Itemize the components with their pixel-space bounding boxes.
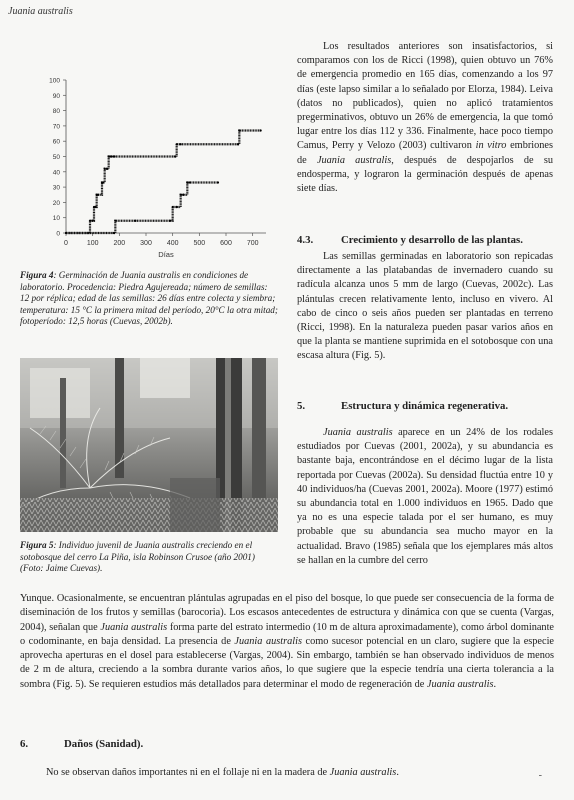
- y-tick-label: 20: [52, 199, 60, 207]
- series-1-point: [237, 143, 239, 145]
- series-2-point: [180, 194, 182, 196]
- x-tick-label: 0: [64, 240, 68, 247]
- series-1-point: [92, 220, 94, 222]
- paragraph-regeneration-text-3: como sucesor potencial en un claro, sugiere que la especie aprovecha aperturas en el dosel para establecerse (Vargas, 2004). Sin embargo, también se han observado individuos de menos de 2 m de altura, creciendo a la sombra durante varios años, lo que sugiere que la especie tendría una cierta tolerancia a la sombra (Fig. 5). Se requieren estudios más detallados para determinar el modo de regeneración de: [20, 635, 554, 690]
- figure-4-caption: [20, 270, 278, 328]
- paragraph-damage-end: .: [396, 767, 399, 778]
- paragraph-results-text-2: embriones de: [297, 140, 554, 166]
- section-4-3-heading: [297, 234, 553, 246]
- section-6-number: 6.: [20, 738, 29, 750]
- y-tick-label: 30: [52, 184, 60, 192]
- x-tick-label: 100: [86, 240, 99, 247]
- figure-5-caption-text: : Individuo juvenil de Juania australis creciendo en el sotobosque del cerro La Piña, isla Robinson Crusoe (año 2001) (Foto: Jaime Cuevas).: [20, 540, 255, 574]
- series-1-point: [260, 129, 262, 131]
- paragraph-growth-block: [297, 250, 553, 364]
- x-tick-label: 500: [193, 240, 206, 247]
- section-5-number: 5.: [297, 400, 306, 412]
- figure-4-caption-text: : Germinación de Juania australis en condiciones de laboratorio. Procedencia: Piedra Agujereada; número de semillas: 12 por réplica; edad de las semillas: 26 días entre colecta y siembra; temperatura: 15 °C la primera mitad del período, 20°C la otra mitad; fotoperíodo: 12,5 horas (Cuevas, 2002b).: [20, 270, 278, 327]
- paragraph-regeneration-species-3: Juania australis: [426, 678, 494, 690]
- series-1-point: [176, 143, 178, 145]
- page-mark: -: [538, 770, 542, 781]
- series-2-point: [113, 232, 115, 234]
- y-tick-label: 90: [52, 92, 60, 100]
- y-tick-label: 10: [52, 215, 60, 223]
- paragraph-damage-block: [20, 766, 520, 780]
- paragraph-results-text-1: Los resultados anteriores son insatisfactorios, si comparamos con los de Ricci (1998), quien obtuvo un 76% de emergencia promedio en 165 días, comenzando a los 97 días (este lapso similar a lo señalado por Elorza, 1984). Leiva (datos no publicados), quien no aplicó tratamientos pregerminativos, obtuvo un 26% de emergencia, la que tomó lugar entre los días 112 y 336. Finalmente, hace poco tiempo Camus, Perry y Velozo (2003) cultivaron: [297, 41, 553, 152]
- paragraph-regeneration-species-2: Juania australis: [234, 635, 302, 647]
- germination-chart: [22, 70, 280, 270]
- fern-tree-photo-image: [20, 358, 278, 532]
- series-1-point: [94, 206, 96, 208]
- paragraph-regeneration-text-4: .: [493, 678, 497, 690]
- series-2-point: [114, 220, 116, 222]
- section-5-title: Estructura y dinámica regenerativa.: [341, 400, 509, 412]
- figure-5-caption: [20, 540, 278, 575]
- right-column: [297, 40, 553, 196]
- series-2-point: [172, 206, 174, 208]
- series-2-point: [134, 220, 136, 222]
- section-4-3-number: 4.3.: [297, 234, 314, 246]
- series-1-point: [102, 181, 104, 183]
- paragraph-structure: [297, 426, 553, 568]
- series-1-point: [238, 129, 240, 131]
- y-tick-label: 100: [49, 77, 60, 85]
- paragraph-results-italic-1: in vitro: [475, 140, 507, 152]
- paragraph-results: [297, 40, 553, 196]
- series-1-point: [97, 194, 99, 196]
- paragraph-structure-text: aparece en un 24% de los rodales estudiados por Cuevas (2001, 2002a), y su abundancia es bastante baja, encontrándose en el décimo lugar de la lista reportada por Cuevas (2002a). Su densidad fluctúa entre 10 y 40 individuos/ha (Cuevas 2001, 2002a). Moore (1977) estimó su abundancia total en 1.000 individuos en 1965. Dado que ya no es una especie talada por el ser humano, es muy probable que su abundancia sea mucho mayor en la actualidad. Bravo (1985) señala que los ejemplares más altos se hallan en la cumbre del cerro: [297, 427, 553, 566]
- series-1-point: [106, 168, 108, 170]
- series-2-point: [169, 220, 171, 222]
- y-tick-label: 40: [52, 169, 60, 177]
- paragraph-structure-block: [297, 426, 553, 568]
- section-4-3-title: Crecimiento y desarrollo de las plantas.: [341, 234, 523, 246]
- series-1-line: [66, 130, 261, 233]
- y-tick-label: 60: [52, 138, 60, 146]
- x-axis-title: Días: [158, 250, 174, 259]
- x-tick-label: 300: [140, 240, 152, 247]
- series-2-point: [176, 206, 178, 208]
- series-1-point: [174, 155, 176, 157]
- paragraph-results-species: Juania australis: [316, 154, 392, 166]
- x-tick-label: 400: [166, 240, 179, 247]
- paragraph-regeneration-text-2: forma parte del estrato intermedio (10 m de altura aproximadamente), como árbol dominante o codominante, en baja densidad. La presencia de: [20, 621, 554, 647]
- y-tick-label: 0: [56, 230, 60, 238]
- paragraph-growth: Las semillas germinadas en laboratorio son repicadas directamente a las platabandas de invernadero cuando su radícula alcanza unos 5 mm de largo (Cuevas, 2002c). Las plántulas crecen relativamente lento, incluso en vivero. Al cabo de cinco o seis años pueden ser plantadas en terreno (Ricci, 1998). En la naturaleza pueden pasar varios años en que la planta se mantiene suprimida en el sotobosque con una escasa altura (Fig. 5).: [297, 251, 553, 362]
- figure-5-label: Figura 5: [20, 540, 54, 550]
- series-2-point: [189, 181, 191, 183]
- section-5-heading: [297, 400, 553, 412]
- series-2-line: [66, 183, 218, 233]
- figure-4-label: Figura 4: [20, 270, 54, 280]
- x-tick-label: 700: [246, 240, 259, 247]
- series-2-point: [217, 181, 219, 183]
- paragraph-results-text-3: , después de despojarlos de su endosperma, y lograron la germinación después de apenas siete días.: [297, 154, 553, 195]
- series-1-point: [180, 143, 182, 145]
- full-width-paragraph: [20, 592, 554, 692]
- paragraph-structure-species: Juania australis: [323, 427, 393, 438]
- series-1-point: [89, 220, 91, 222]
- y-tick-label: 70: [52, 123, 60, 131]
- paragraph-regeneration-text-1: Yunque. Ocasionalmente, se encuentran plántulas agrupadas en el piso del bosque, lo que puede ser consecuencia de la forma de diseminación de los frutos y semillas (barocoria). Los escasos antecedentes de estructura y dinámica con que se cuenta (Vargas, 2004), señalan que: [20, 593, 554, 633]
- paragraph-regeneration: [20, 592, 554, 692]
- series-2-point: [182, 194, 184, 196]
- series-1-point: [104, 168, 106, 170]
- paragraph-damage: [20, 766, 520, 780]
- paragraph-regeneration-species-1: Juania australis: [100, 621, 168, 633]
- y-tick-label: 50: [52, 154, 60, 161]
- x-tick-label: 200: [113, 240, 126, 247]
- series-1-point: [110, 155, 112, 157]
- series-1-point: [113, 155, 115, 157]
- section-6-heading: [20, 738, 420, 750]
- series-2-point: [65, 232, 67, 234]
- section-6-title: Daños (Sanidad).: [64, 738, 144, 750]
- y-tick-label: 80: [52, 108, 60, 116]
- forest-photo: [20, 358, 278, 532]
- running-header: Juania australis: [8, 6, 73, 17]
- paragraph-damage-text: No se observan daños importantes ni en el follaje ni en la madera de: [46, 767, 330, 778]
- paragraph-damage-species: Juania australis: [329, 767, 397, 778]
- x-tick-label: 600: [220, 240, 232, 247]
- series-2-point: [186, 181, 188, 183]
